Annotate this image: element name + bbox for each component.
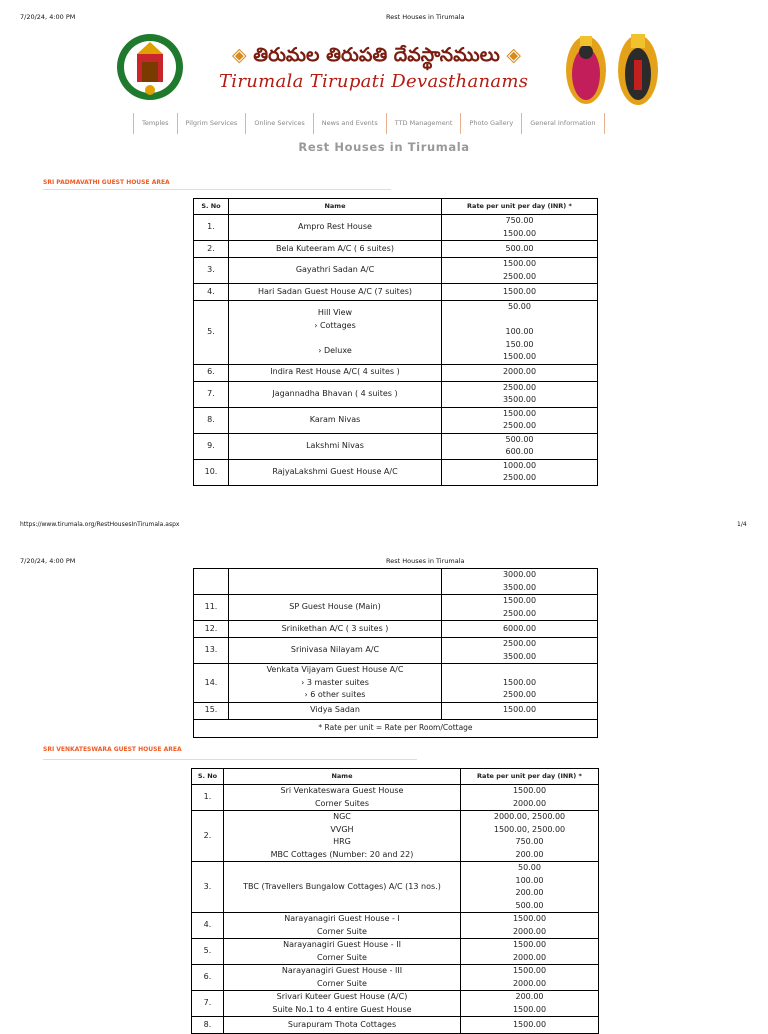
rate-line: 200.00 <box>515 888 544 897</box>
rate-line: 50.00 <box>518 863 541 872</box>
rate-line: 200.00 <box>515 992 544 1001</box>
name-line: TBC (Travellers Bungalow Cottages) A/C (13 nos.) <box>243 881 441 891</box>
rate-line: 6000.00 <box>502 623 537 633</box>
cell-sno: 5. <box>194 301 229 365</box>
cell-sno: 9. <box>194 433 229 459</box>
cell-name <box>224 811 461 862</box>
cell-sno: 7. <box>192 991 224 1017</box>
name-line: Jagannadha Bhavan ( 4 suites ) <box>272 388 398 398</box>
cell-sno: 4. <box>194 284 229 301</box>
cell-name <box>224 939 461 965</box>
rate-line: 1500.00, 2500.00 <box>493 824 566 834</box>
cell-name <box>229 241 442 258</box>
cell-sno: 6. <box>192 965 224 991</box>
name-line: › 6 other suites <box>304 690 366 699</box>
cell-rate <box>442 381 598 407</box>
nav-online-services[interactable]: Online Services <box>245 113 312 134</box>
cell-name <box>229 284 442 301</box>
rate-line: 2500.00 <box>502 690 537 699</box>
rate-line: 1500.00 <box>512 1004 547 1014</box>
cell-rate <box>442 664 598 703</box>
name-line: Narayanagiri Guest House - II <box>283 940 401 949</box>
nav-photo-gallery[interactable]: Photo Gallery <box>460 113 521 134</box>
table-row <box>192 862 599 913</box>
diamond-ornament-icon: ◈ <box>499 44 522 66</box>
rate-line: 3500.00 <box>502 582 537 592</box>
print-page-title: Rest Houses in Tirumala <box>386 13 465 21</box>
cell-sno: 13. <box>194 638 229 664</box>
rate-line: 3500.00 <box>502 651 537 661</box>
rate-line: 1500.00 <box>512 1019 547 1029</box>
name-line: Indira Rest House A/C( 4 suites ) <box>270 367 400 377</box>
table-row <box>194 638 598 664</box>
table-row <box>192 913 599 939</box>
name-line: MBC Cottages (Number: 20 and 22) <box>270 849 414 859</box>
rate-line: 1500.00 <box>512 940 547 949</box>
rate-line: 2500.00 <box>502 608 537 618</box>
cell-name <box>229 702 442 719</box>
rest-house-table-venkateswara <box>191 768 599 1034</box>
table-row <box>194 569 598 595</box>
cell-name <box>229 595 442 621</box>
cell-sno: 6. <box>194 364 229 381</box>
cell-rate <box>442 433 598 459</box>
table-row <box>194 702 598 719</box>
table-row <box>192 1017 599 1034</box>
cell-rate <box>461 811 599 862</box>
cell-sno: 10. <box>194 459 229 485</box>
cell-name <box>224 1017 461 1034</box>
cell-sno: 3. <box>194 258 229 284</box>
cell-sno: 3. <box>192 862 224 913</box>
table-row <box>192 939 599 965</box>
cell-rate <box>461 939 599 965</box>
print-datetime: 7/20/24, 4:00 PM <box>20 13 76 21</box>
cell-sno: 8. <box>194 407 229 433</box>
name-line: Narayanagiri Guest House - I <box>284 914 400 923</box>
name-line: VVGH <box>330 824 354 834</box>
rate-line: 150.00 <box>505 339 534 349</box>
rate-line <box>444 314 595 327</box>
cell-sno: 12. <box>194 621 229 638</box>
rate-line: 100.00 <box>515 875 544 885</box>
rate-line: 1500.00 <box>502 677 537 687</box>
cell-sno: 15. <box>194 702 229 719</box>
cell-rate <box>461 862 599 913</box>
table-row <box>192 785 599 811</box>
cell-rate <box>442 301 598 365</box>
name-line: SP Guest House (Main) <box>289 602 381 612</box>
rate-line: 2000.00, 2500.00 <box>493 812 566 821</box>
rate-line: 750.00 <box>505 216 534 225</box>
cell-rate <box>442 621 598 638</box>
cell-name <box>224 991 461 1017</box>
rate-line: 1500.00 <box>502 286 537 296</box>
rate-line: 1500.00 <box>502 596 537 605</box>
cell-name <box>229 301 442 365</box>
name-line: Narayanagiri Guest House - III <box>281 966 403 975</box>
goddess-image <box>563 30 609 106</box>
nav-news-events[interactable]: News and Events <box>313 113 386 134</box>
cell-rate <box>442 364 598 381</box>
cell-name <box>229 569 442 595</box>
deity-image <box>615 30 661 106</box>
cell-name <box>229 381 442 407</box>
rate-line: 2000.00 <box>512 798 547 808</box>
cell-rate <box>442 459 598 485</box>
rate-line: 2000.00 <box>512 926 547 936</box>
rate-line: 2500.00 <box>502 639 537 648</box>
nav-pilgrim-services[interactable]: Pilgrim Services <box>177 113 246 134</box>
name-line: Corner Suite <box>317 978 367 988</box>
table-row <box>192 811 599 862</box>
name-line: NGC <box>333 812 351 821</box>
rate-line <box>444 664 595 677</box>
rate-line: 600.00 <box>505 447 534 456</box>
rate-line: 1500.00 <box>512 966 547 975</box>
cell-name <box>229 621 442 638</box>
rate-line: 2000.00 <box>502 367 537 377</box>
cell-rate <box>442 407 598 433</box>
rate-line: 50.00 <box>508 302 531 311</box>
cell-rate <box>442 241 598 258</box>
diamond-ornament-icon: ◈ <box>232 44 254 66</box>
table-row <box>194 258 598 284</box>
nav-ttd-management[interactable]: TTD Management <box>386 113 461 134</box>
cell-name <box>224 965 461 991</box>
rate-line: 3000.00 <box>502 570 537 579</box>
name-line: Gayathri Sadan A/C <box>295 265 375 275</box>
cell-name <box>229 215 442 241</box>
col-header-rate: Rate per unit per day (INR) * <box>461 769 599 785</box>
cell-name <box>229 364 442 381</box>
name-line: Srivari Kuteer Guest House (A/C) <box>276 992 408 1001</box>
col-header-name: Name <box>224 769 461 785</box>
cell-rate <box>442 284 598 301</box>
nav-general-information[interactable]: General Information <box>521 113 604 134</box>
name-line <box>231 332 439 345</box>
site-title-english[interactable]: Tirumala Tirupati Devasthanams <box>219 71 529 92</box>
col-header-sno: S. No <box>192 769 224 785</box>
table-row <box>194 459 598 485</box>
rate-line: 2000.00 <box>512 952 547 962</box>
rate-line: 2000.00 <box>512 978 547 988</box>
rate-line: 1500.00 <box>512 914 547 923</box>
table-row <box>194 284 598 301</box>
rate-line: 500.00 <box>505 243 534 253</box>
name-line: Corner Suites <box>314 798 370 808</box>
cell-sno <box>194 569 229 595</box>
name-line: Suite No.1 to 4 entire Guest House <box>272 1004 412 1014</box>
cell-rate <box>442 215 598 241</box>
name-line: › Deluxe <box>318 345 352 355</box>
cell-sno: 1. <box>192 785 224 811</box>
nav-temples[interactable]: Temples <box>133 113 177 134</box>
cell-name <box>229 459 442 485</box>
cell-sno: 5. <box>192 939 224 965</box>
table-row <box>194 664 598 703</box>
cell-name <box>229 433 442 459</box>
name-line: › Cottages <box>314 320 356 330</box>
page-heading: Rest Houses in Tirumala <box>298 140 470 154</box>
name-line: Surapuram Thota Cottages <box>287 1019 397 1029</box>
name-line: Hill View <box>317 308 353 318</box>
rate-line: 2500.00 <box>502 473 537 482</box>
col-header-rate: Rate per unit per day (INR) * <box>442 199 598 215</box>
rate-line: 1500.00 <box>512 786 547 795</box>
cell-rate <box>442 569 598 595</box>
table-row <box>194 215 598 241</box>
cell-name <box>229 258 442 284</box>
print-footer-page: 1/4 <box>737 521 747 528</box>
name-line <box>231 575 439 588</box>
cell-sno: 14. <box>194 664 229 703</box>
col-header-sno: S. No <box>194 199 229 215</box>
cell-rate <box>461 991 599 1017</box>
name-line: Vidya Sadan <box>310 705 360 715</box>
name-line: › 3 master suites <box>301 677 369 687</box>
cell-sno: 8. <box>192 1017 224 1034</box>
cell-name <box>224 862 461 913</box>
col-header-name: Name <box>229 199 442 215</box>
name-line: Corner Suite <box>317 952 367 962</box>
section-title-padmavathi: SRI PADMAVATHI GUEST HOUSE AREA <box>43 179 170 186</box>
cell-name <box>224 785 461 811</box>
cell-name <box>224 913 461 939</box>
rate-note: * Rate per unit = Rate per Room/Cottage <box>194 719 598 737</box>
section-title-venkateswara: SRI VENKATESWARA GUEST HOUSE AREA <box>43 746 182 753</box>
table-row <box>192 991 599 1017</box>
table-row <box>194 407 598 433</box>
cell-sno: 4. <box>192 913 224 939</box>
cell-sno: 11. <box>194 595 229 621</box>
rate-line: 3500.00 <box>502 395 537 404</box>
name-line: Bela Kuteeram A/C ( 6 suites) <box>276 243 394 253</box>
site-title-telugu: ◈ తిరుమల తిరుపతి దేవస్థానములు ◈ <box>232 44 522 66</box>
table-row <box>194 381 598 407</box>
cell-sno: 2. <box>192 811 224 862</box>
table-row <box>194 595 598 621</box>
name-line: Ampro Rest House <box>298 222 372 232</box>
cell-name <box>229 638 442 664</box>
name-line: Srinivasa Nilayam A/C <box>290 645 380 655</box>
rate-line: 100.00 <box>505 327 534 336</box>
table-row <box>194 364 598 381</box>
name-line: Srinikethan A/C ( 3 suites ) <box>281 623 389 633</box>
name-line: HRG <box>333 837 351 846</box>
name-line: RajyaLakshmi Guest House A/C <box>272 466 398 476</box>
print-datetime-page2: 7/20/24, 4:00 PM <box>20 557 76 565</box>
cell-sno: 7. <box>194 381 229 407</box>
cell-rate <box>442 638 598 664</box>
rate-line: 1500.00 <box>502 705 537 715</box>
table-row <box>194 301 598 365</box>
name-line: Corner Suite <box>317 926 367 936</box>
table-row <box>194 241 598 258</box>
cell-rate <box>442 595 598 621</box>
cell-rate <box>461 785 599 811</box>
ttd-logo[interactable] <box>115 32 185 102</box>
rest-house-table-padmavathi-continued <box>193 568 598 738</box>
cell-rate <box>461 1017 599 1034</box>
cell-name <box>229 407 442 433</box>
print-page-title-page2: Rest Houses in Tirumala <box>386 557 465 565</box>
cell-rate <box>442 702 598 719</box>
rate-line: 200.00 <box>515 849 544 859</box>
print-footer-url: https://www.tirumala.org/RestHousesInTirumala.aspx <box>20 521 180 528</box>
section-divider <box>43 759 417 760</box>
name-line: Karam Nivas <box>309 414 361 424</box>
main-nav <box>133 113 605 134</box>
rate-line: 1000.00 <box>502 460 537 470</box>
name-line: Venkata Vijayam Guest House A/C <box>266 665 404 674</box>
cell-rate <box>461 913 599 939</box>
name-line: Lakshmi Nivas <box>306 440 364 450</box>
rate-line: 750.00 <box>515 837 544 846</box>
table-row <box>192 965 599 991</box>
rate-line: 2500.00 <box>502 271 537 281</box>
section-divider <box>43 189 391 190</box>
rate-line: 500.00 <box>515 900 544 910</box>
rate-line: 1500.00 <box>502 408 537 418</box>
cell-sno: 2. <box>194 241 229 258</box>
table-row <box>194 433 598 459</box>
cell-name <box>229 664 442 703</box>
rate-line: 500.00 <box>505 434 534 444</box>
rate-line: 2500.00 <box>502 382 537 392</box>
name-line: Hari Sadan Guest House A/C (7 suites) <box>257 286 413 296</box>
rate-line: 2500.00 <box>502 421 537 430</box>
rate-line: 1500.00 <box>502 228 537 238</box>
cell-rate <box>461 965 599 991</box>
cell-rate <box>442 258 598 284</box>
cell-sno: 1. <box>194 215 229 241</box>
rate-line: 1500.00 <box>502 352 537 361</box>
rate-line: 1500.00 <box>502 259 537 268</box>
name-line: Sri Venkateswara Guest House <box>280 786 404 795</box>
rest-house-table-padmavathi <box>193 198 598 486</box>
table-row <box>194 621 598 638</box>
